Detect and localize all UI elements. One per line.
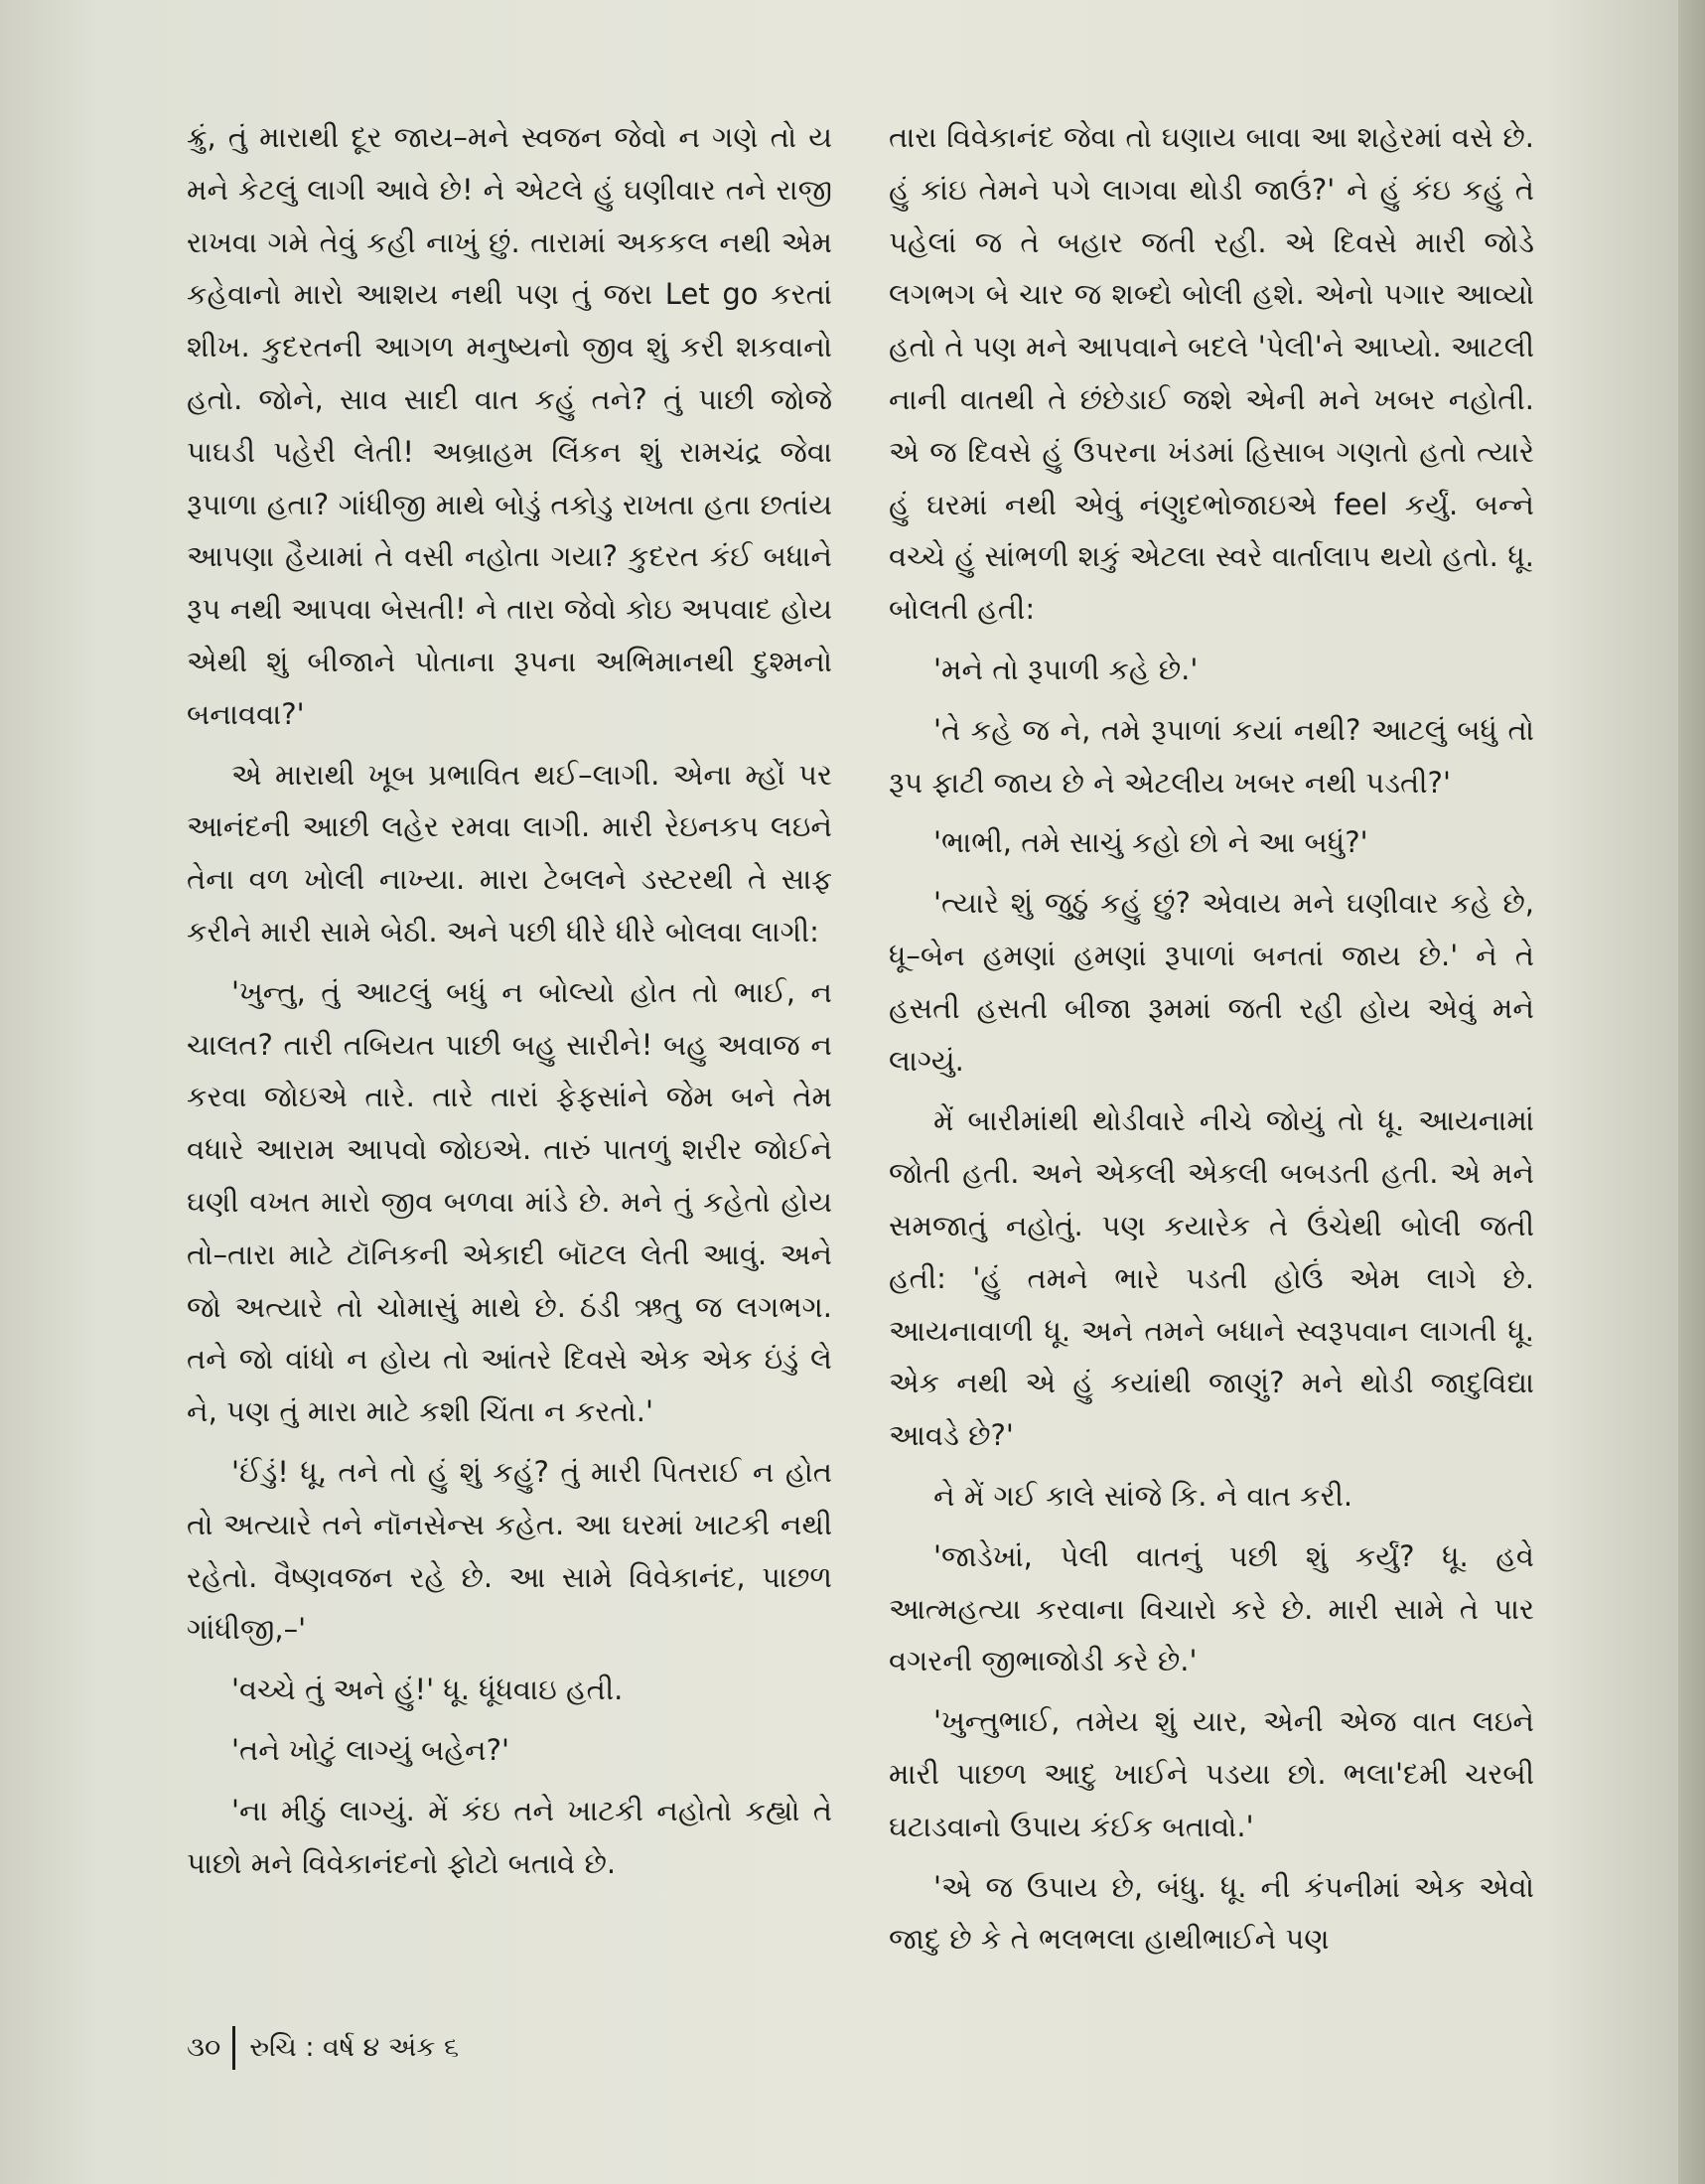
page-number: ૩૦ <box>187 2032 221 2063</box>
paragraph: 'એ જ ઉપાય છે, બંધુ. ધૂ. ની કંપનીમાં એક એવો જાદુ છે કે તે ભલભલા હાથીભાઈને પણ <box>889 1869 1534 1957</box>
paragraph: 'જાડેખાં, પેલી વાતનું પછી શું કર્યું? ધૂ. હવે આત્મહત્યા કરવાના વિચારો કરે છે. મારી સામે તે પાર વગરની જીભાજોડી કરે છે.' <box>889 1538 1534 1678</box>
paragraph: ને મેં ગઈ કાલે સાંજે કિ. ને વાત કરી. <box>933 1478 1353 1513</box>
paragraph: 'ઈંડું! ધૂ, તને તો હું શું કહું? તું મારી પિતરાઈ ન હોત તો અત્યારે તને નૉનસેન્સ કહેત. આ ઘરમાં ખાટકી નથી રહેતો. વૈષ્ણવજન રહે છે. આ સામે વિવેકાનંદ, પાછળ ગાંધીજી,–' <box>187 1454 832 1647</box>
paragraph: 'વચ્ચે તું અને હું!' ધૂ. ધૂંધવાઇ હતી. <box>231 1673 624 1707</box>
paragraph: 'ભાભી, તમે સાચું કહો છો ને આ બધું?' <box>933 825 1368 860</box>
paragraph: 'તે કહે જ ને, તમે રૂપાળાં કયાં નથી? આટલું બધું તો રૂપ ફાટી જાય છે ને એટલીય ખબર નથી પડતી?' <box>889 712 1534 800</box>
left-column <box>187 111 832 1897</box>
paragraph: 'ખુન્તુભાઈ, તમેય શું યાર, એની એજ વાત લઇને મારી પાછળ આદુ ખાઈને પડયા છો. ભલા'દમી ચરબી ઘટાડવાનો ઉપાય કંઈક બતાવો.' <box>889 1704 1534 1843</box>
right-column <box>889 111 1534 1973</box>
paragraph: 'મને તો રૂપાળી કહે છે.' <box>933 652 1199 686</box>
magazine-issue: રુચિ : વર્ષ ૪ અંક ૬ <box>249 2032 460 2063</box>
paragraph: 'ખુન્તુ, તું આટલું બધું ન બોલ્યો હોત તો ભાઈ, ન ચાલત? તારી તબિયત પાછી બહુ સારીને! બહુ અવાજ ન કરવા જોઇએ તારે. તારે તારાં ફેફસાંને જેમ બને તેમ વધારે આરામ આપવો જોઇએ. તારું પાતળું શરીર જોઈને ઘણી વખત મારો જીવ બળવા માંડે છે. મને તું કહેતો હોય તો–તારા માટે ટૉનિકની એકાદી બૉટલ લેતી આવું. અને જો અત્યારે તો ચોમાસું માથે છે. ઠંડી ઋતુ જ લગભગ. તને જો વાંધો ન હોય તો આંતરે દિવસે એક એક ઇંડું લે ને, પણ તું મારા માટે કશી ચિંતા ન કરતો.' <box>187 974 832 1429</box>
paragraph: 'તને ખોટું લાગ્યું બહેન?' <box>231 1732 509 1767</box>
paragraph: તારા વિવેકાનંદ જેવા તો ઘણાય બાવા આ શહેરમાં વસે છે. હું કાંઇ તેમને પગે લાગવા થોડી જાઉં?' ને હું કંઇ કહું તે પહેલાં જ તે બહાર જતી રહી. એ દિવસે મારી જોડે લગભગ બે ચાર જ શબ્દો બોલી હશે. એનો પગાર આવ્યો હતો તે પણ મને આપવાને બદલે 'પેલી'ને આપ્યો. આટલી નાની વાતથી તે છંછેડાઈ જશે એની મને ખબર નહોતી. એ જ દિવસે હું ઉપરના ખંડમાં હિસાબ ગણતો હતો ત્યારે હું ઘરમાં નથી એવું નંણુદભોજાઇએ feel કર્યું. બન્ને વચ્ચે હું સાંભળી શકું એટલા સ્વરે વાર્તાલાપ થયો હતો. ધૂ. બોલતી હતી: <box>889 120 1534 627</box>
paragraph: 'ત્યારે શું જુઠું કહું છું? એવાય મને ઘણીવાર કહે છે, ધૂ–બેન હમણાં હમણાં રૂપાળાં બનતાં જાય છે.' ને તે હસતી હસતી બીજા રૂમમાં જતી રહી હોય એવું મને લાગ્યું. <box>889 886 1534 1078</box>
page-edge <box>1678 0 1705 2184</box>
paragraph: એ મારાથી ખૂબ પ્રભાવિત થઈ–લાગી. એના મ્હોં પર આનંદની આછી લહેર રમવા લાગી. મારી રેઇનકપ લઇને તેના વળ ખોલી નાખ્યા. મારા ટેબલને ડસ્ટરથી તે સાફ કરીને મારી સામે બેઠી. અને પછી ધીરે ધીરે બોલવા લાગી: <box>187 757 832 948</box>
paragraph: ક્રું, તું મારાથી દૂર જાય–મને સ્વજન જેવો ન ગણે તો ય મને કેટલું લાગી આવે છે! ને એટલે હું ઘણીવાર તને રાજી રાખવા ગમે તેવું કહી નાખું છું. તારામાં અકકલ નથી એમ કહેવાનો મારો આશય નથી પણ તું જરા Let go કરતાં શીખ. કુદરતની આગળ મનુષ્યનો જીવ શું કરી શકવાનો હતો. જોને, સાવ સાદી વાત કહું તને? તું પાછી જોજે પાઘડી પહેરી લેતી! અબ્રાહમ લિંકન શું રામચંદ્ર જેવા રૂપાળા હતા? ગાંધીજી માથે બોડું તકોડુ રાખતા હતા છતાંય આપણા હૈયામાં તે વસી નહોતા ગયા? કુદરત કંઈ બધાને રૂપ નથી આપવા બેસતી! ને તારા જેવો કોઇ અપવાદ હોય એથી શું બીજાને પોતાના રૂપના અભિમાનથી દુશ્મનો બનાવવા?' <box>187 120 832 731</box>
page-footer <box>187 2026 459 2070</box>
paragraph: મેં બારીમાંથી થોડીવારે નીચે જોયું તો ધૂ. આયનામાં જોતી હતી. અને એકલી એકલી બબડતી હતી. એ મને સમજાતું નહોતું. પણ કયારેક તે ઉંચેથી બોલી જતી હતી: 'હું તમને ભારે પડતી હોઉં એમ લાગે છે. આયનાવાળી ધૂ. અને તમને બધાને સ્વરૂપવાન લાગતી ધૂ. એક નથી એ હું કયાંથી જાણું? મને થોડી જાદુવિદ્યા આવડે છે?' <box>889 1103 1534 1453</box>
footer-divider <box>232 2026 235 2070</box>
paragraph: 'ના મીઠું લાગ્યું. મેં કંઇ તને ખાટકી નહોતો કહ્યો તે પાછો મને વિવેકાનંદનો ફોટો બતાવે છે. <box>187 1793 832 1880</box>
